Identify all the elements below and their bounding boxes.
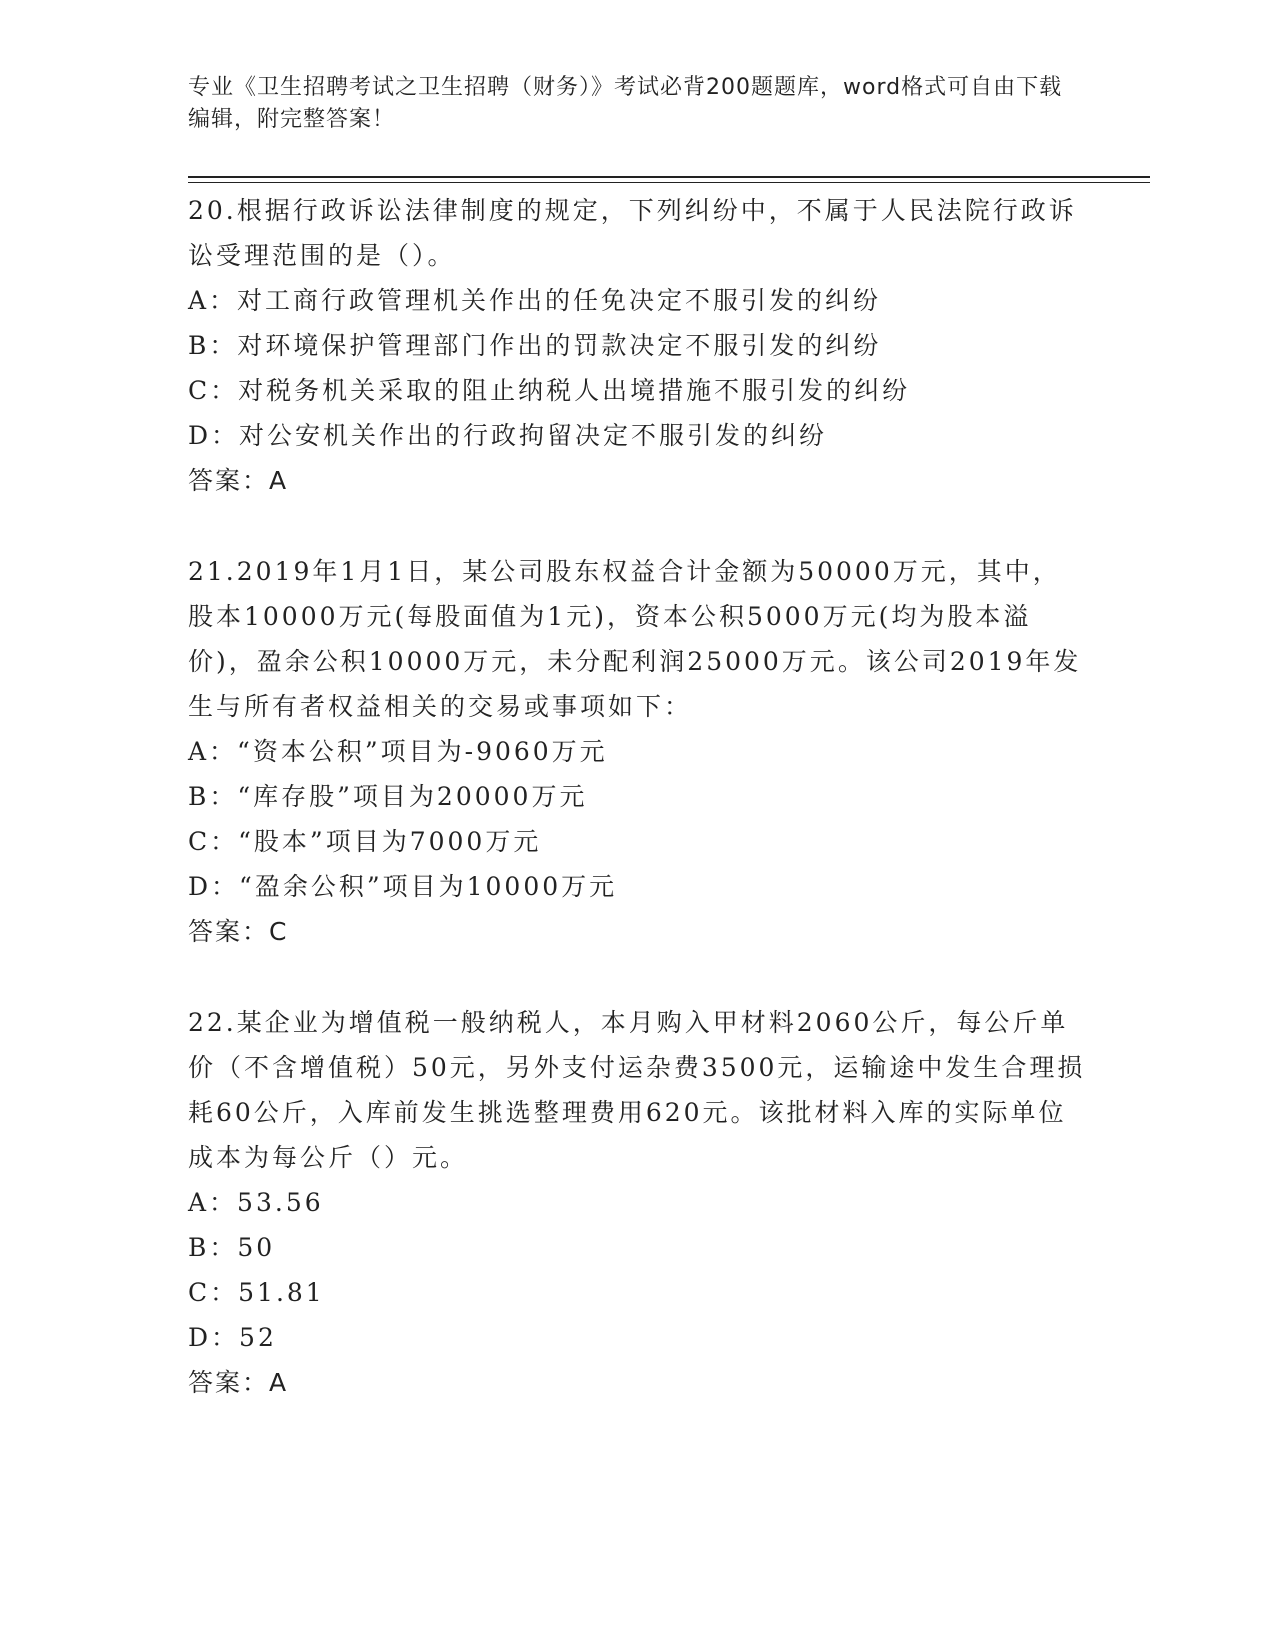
option-b: B：“库存股”项目为20000万元	[188, 782, 588, 811]
option-b: B：对环境保护管理部门作出的罚款决定不服引发的纠纷	[188, 331, 882, 360]
option-d: D：“盈余公积”项目为10000万元	[188, 872, 618, 901]
option-a: A：对工商行政管理机关作出的任免决定不服引发的纠纷	[188, 286, 882, 315]
question-20	[188, 188, 1088, 503]
option-d: D：对公安机关作出的行政拘留决定不服引发的纠纷	[188, 421, 828, 450]
option-c: C：51.81	[188, 1278, 325, 1307]
option-c: C：“股本”项目为7000万元	[188, 827, 542, 856]
answer-label: 答案：A	[188, 466, 289, 495]
question-stem: 20.根据行政诉讼法律制度的规定，下列纠纷中，不属于人民法院行政诉讼受理范围的是（）。	[188, 196, 1077, 270]
option-b: B：50	[188, 1233, 276, 1262]
document-header: 专业《卫生招聘考试之卫生招聘（财务）》考试必背200题题库，word格式可自由下载编辑，附完整答案！	[188, 75, 1063, 132]
header-divider-thick	[188, 176, 1150, 178]
header-divider-thin	[188, 182, 1150, 183]
answer-label: 答案：A	[188, 1368, 289, 1397]
question-list	[188, 188, 1088, 1451]
question-22	[188, 1000, 1088, 1405]
option-d: D：52	[188, 1323, 277, 1352]
question-stem: 21.2019年1月1日，某公司股东权益合计金额为50000万元，其中，股本10000万元(每股面值为1元)，资本公积5000万元(均为股本溢价)，盈余公积10000万元，未分配利润25000万元。该公司2019年发生与所有者权益相关的交易或事项如下：	[188, 557, 1082, 721]
option-a: A：“资本公积”项目为-9060万元	[188, 737, 608, 766]
question-21	[188, 549, 1088, 954]
option-a: A：53.56	[188, 1188, 324, 1217]
answer-label: 答案：C	[188, 917, 289, 946]
option-c: C：对税务机关采取的阻止纳税人出境措施不服引发的纠纷	[188, 376, 911, 405]
question-stem: 22.某企业为增值税一般纳税人，本月购入甲材料2060公斤，每公斤单价（不含增值税）50元，另外支付运杂费3500元，运输途中发生合理损耗60公斤，入库前发生挑选整理费用620元。该批材料入库的实际单位成本为每公斤（）元。	[188, 1008, 1086, 1172]
